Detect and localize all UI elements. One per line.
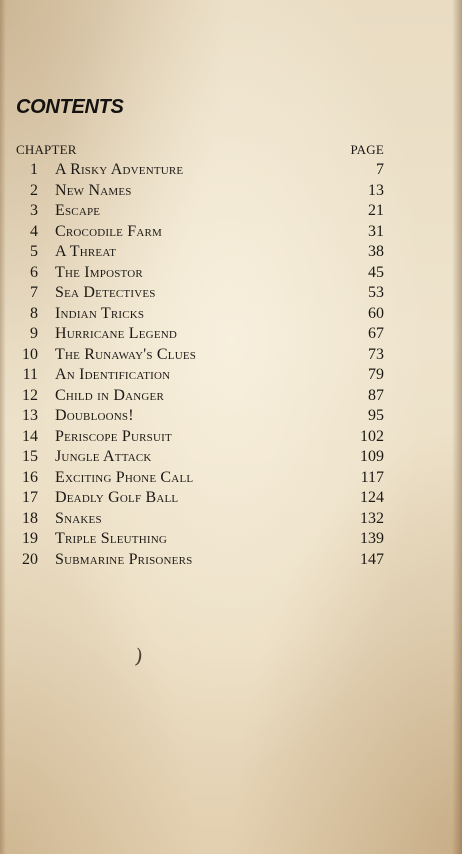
- chapter-number: 9: [30, 325, 38, 342]
- chapter-page-number: 124: [360, 489, 384, 506]
- chapter-page-number: 7: [376, 161, 384, 178]
- contents-heading: CONTENTS: [16, 96, 124, 118]
- chapter-title: Deadly Golf Ball: [55, 489, 179, 506]
- chapter-title: Triple Sleuthing: [55, 530, 168, 547]
- chapter-page-number: 147: [360, 550, 384, 568]
- chapter-number: 1: [30, 161, 38, 178]
- toc-entry: [0, 263, 462, 284]
- chapter-number: 10: [22, 345, 38, 363]
- chapter-title: The Impostor: [55, 263, 143, 281]
- chapter-page-number: 87: [368, 386, 384, 404]
- chapter-page-number: 139: [360, 530, 384, 547]
- toc-entry: [0, 242, 462, 263]
- chapter-title: Doubloons!: [55, 407, 134, 424]
- chapter-title: Crocodile Farm: [55, 222, 163, 240]
- chapter-title: The Runaway's Clues: [55, 345, 197, 363]
- chapter-number: 7: [30, 284, 38, 301]
- chapter-page-number: 38: [368, 243, 384, 260]
- chapter-number: 18: [22, 509, 38, 527]
- chapter-number: 2: [30, 181, 38, 199]
- page-column-header: PAGE: [350, 142, 384, 157]
- chapter-page-number: 31: [368, 222, 384, 240]
- toc-entry: [0, 447, 462, 468]
- toc-entry: [0, 160, 462, 181]
- chapter-page-number: 73: [368, 345, 384, 363]
- toc-entry: [0, 406, 462, 427]
- chapter-number: 14: [22, 427, 38, 445]
- toc-entry: [0, 509, 462, 530]
- toc-entry: [0, 181, 462, 202]
- chapter-title: Child in Danger: [55, 386, 164, 404]
- chapter-number: 20: [22, 550, 38, 568]
- chapter-number: 12: [22, 386, 38, 404]
- toc-entry: [0, 304, 462, 325]
- toc-entry: [0, 345, 462, 366]
- chapter-page-number: 132: [360, 509, 384, 527]
- chapter-title: Escape: [55, 202, 101, 219]
- chapter-number: 15: [22, 448, 38, 465]
- chapter-title: Periscope Pursuit: [55, 427, 172, 445]
- chapter-number: 17: [22, 489, 38, 506]
- chapter-page-number: 102: [360, 427, 384, 445]
- chapter-number: 6: [30, 263, 38, 281]
- toc-entry: [0, 529, 462, 550]
- chapter-page-number: 79: [368, 366, 384, 383]
- chapter-number: 13: [22, 407, 38, 424]
- chapter-title: Exciting Phone Call: [55, 468, 194, 486]
- chapter-title: A Risky Adventure: [55, 161, 184, 178]
- chapter-page-number: 13: [368, 181, 384, 199]
- chapter-page-number: 53: [368, 284, 384, 301]
- toc-entry: [0, 324, 462, 345]
- toc-entry: [0, 386, 462, 407]
- toc-entry: [0, 365, 462, 386]
- chapter-page-number: 45: [368, 263, 384, 281]
- chapter-number: 5: [30, 243, 38, 260]
- toc-entry: [0, 283, 462, 304]
- toc-entry: [0, 427, 462, 448]
- toc-entry: [0, 222, 462, 243]
- chapter-page-number: 109: [360, 448, 384, 465]
- chapter-title: Indian Tricks: [55, 304, 145, 322]
- chapter-page-number: 21: [368, 202, 384, 219]
- chapter-number: 16: [22, 468, 38, 486]
- chapter-number: 19: [22, 530, 38, 547]
- chapter-page-number: 117: [360, 468, 384, 486]
- chapter-title: A Threat: [55, 243, 117, 260]
- chapter-page-number: 60: [368, 304, 384, 322]
- chapter-title: Hurricane Legend: [55, 325, 178, 342]
- chapter-number: 3: [30, 202, 38, 219]
- chapter-number: 4: [30, 222, 38, 240]
- chapter-title: Jungle Attack: [55, 448, 152, 465]
- chapter-title: Submarine Prisoners: [55, 550, 193, 568]
- chapter-number: 8: [30, 304, 38, 322]
- chapter-number: 11: [22, 366, 38, 383]
- chapter-title: New Names: [55, 181, 132, 199]
- chapter-title: Snakes: [55, 509, 102, 527]
- pencil-mark: ): [133, 643, 145, 669]
- chapter-page-number: 95: [368, 407, 384, 424]
- toc-entry: [0, 468, 462, 489]
- toc-entry: [0, 488, 462, 509]
- toc-entry: [0, 550, 462, 571]
- chapter-page-number: 67: [368, 325, 384, 342]
- chapter-title: An Identification: [55, 366, 171, 383]
- table-of-contents: [0, 160, 462, 570]
- chapter-title: Sea Detectives: [55, 284, 156, 301]
- chapter-column-header: CHAPTER: [16, 142, 77, 157]
- toc-entry: [0, 201, 462, 222]
